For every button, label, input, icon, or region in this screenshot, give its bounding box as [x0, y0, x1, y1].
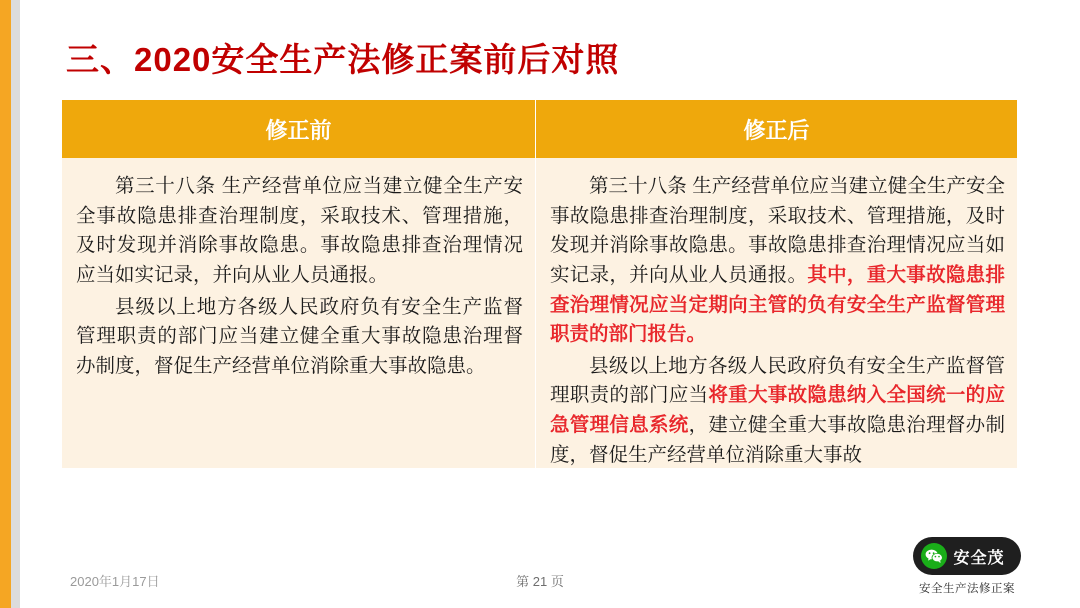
after-paragraph-1 — [550, 172, 1005, 350]
column-header-before: 修正前 — [62, 100, 536, 158]
watermark-logo — [872, 537, 1062, 596]
before-paragraph-1: 第三十八条 生产经营单位应当建立健全生产安全事故隐患排查治理制度，采取技术、管理措施，及时发现并消除事故隐患。事故隐患排查治理情况应当如实记录，并向从业人员通报。 — [76, 175, 523, 286]
column-header-after: 修正后 — [536, 100, 1017, 158]
after-paragraph-1-highlight: 其中，重大事故隐患排查治理情况应当定期向主管的负有安全生产监督管理职责的部门报告。 — [550, 263, 1005, 346]
footer-date: 2020年1月17日 — [70, 574, 160, 589]
wechat-icon — [921, 543, 947, 569]
left-accent-bar-gray — [11, 0, 20, 608]
comparison-table — [62, 100, 1017, 468]
left-accent-bar-orange — [0, 0, 11, 608]
table-header-row — [62, 100, 1017, 158]
cell-before-text — [62, 158, 536, 468]
after-paragraph-1-plain: 第三十八条 生产经营单位应当建立健全生产安全事故隐患排查治理制度，采取技术、管理措施，及时发现并消除事故隐患。事故隐患排查治理情况应当如实记录，并向从业人员通报。 — [550, 175, 1005, 286]
logo-text: 安全茂 — [953, 549, 1005, 567]
logo-caption: 安全生产法修正案 — [919, 583, 1015, 595]
after-paragraph-2 — [550, 352, 1005, 471]
table-body-row — [62, 158, 1017, 468]
after-paragraph-2-plain-end: ，建立健全重大事故隐患治理督办制度，督促生产经营单位消除重大事故 — [550, 414, 1005, 466]
cell-after-text — [536, 158, 1017, 468]
page-title: 三、2020安全生产法修正案前后对照 — [66, 41, 620, 78]
after-paragraph-2-highlight: 将重大事故隐患纳入全国统一的应急管理信息系统 — [550, 384, 1005, 436]
logo-pill — [913, 537, 1020, 575]
left-accent-bar — [0, 0, 20, 608]
after-paragraph-2-plain-start: 县级以上地方各级人民政府负有安全生产监督管理职责的部门应当 — [550, 354, 1005, 407]
footer-page-number: 第 21 页 — [516, 574, 564, 589]
before-paragraph-2: 县级以上地方各级人民政府负有安全生产监督管理职责的部门应当建立健全重大事故隐患治理督办制度，督促生产经营单位消除重大事故隐患。 — [76, 295, 523, 377]
